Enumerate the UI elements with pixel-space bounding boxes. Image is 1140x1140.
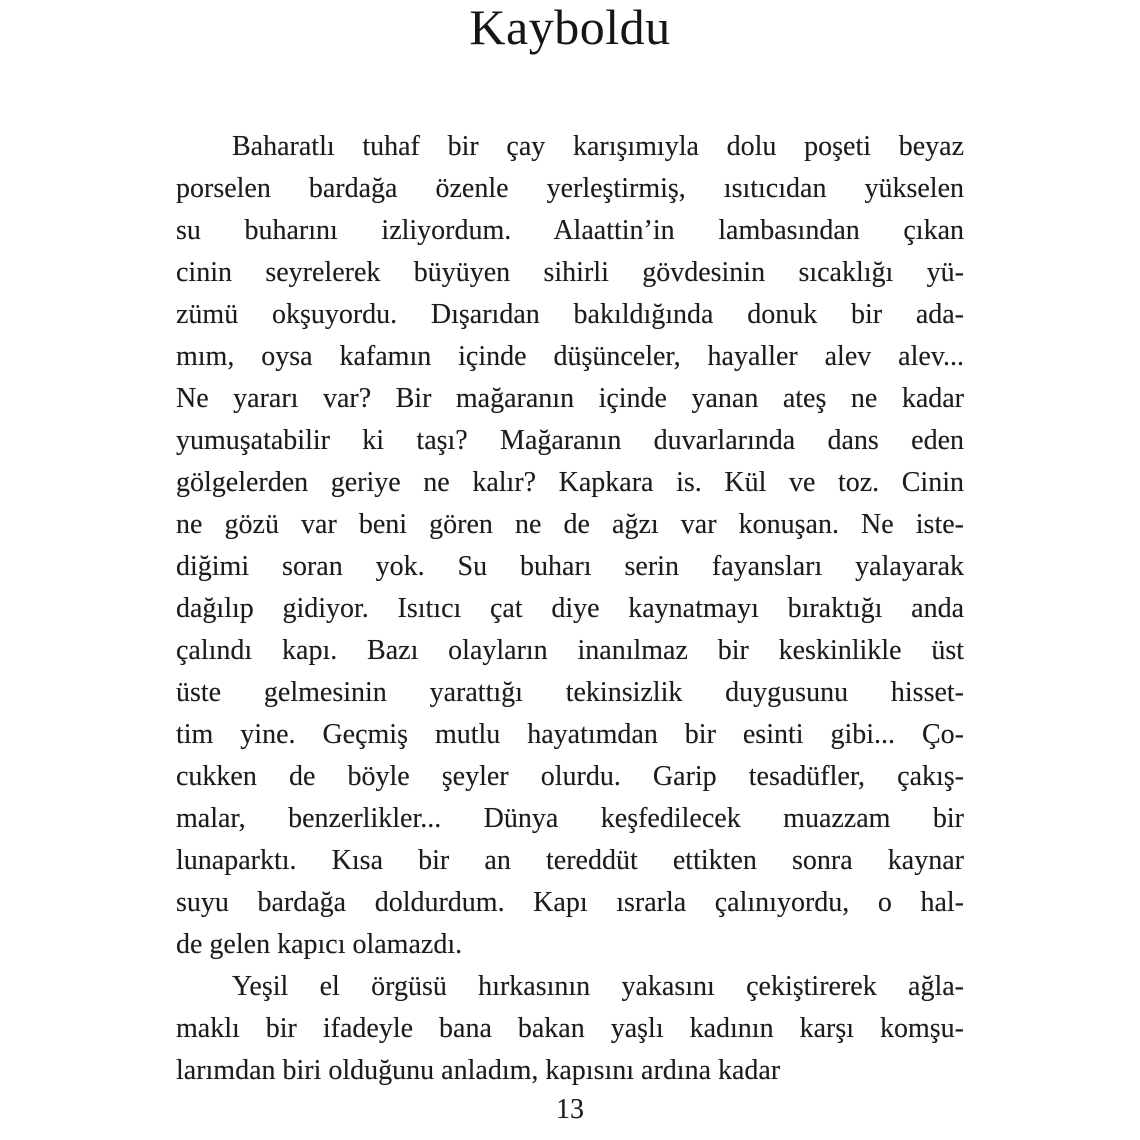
text-line: de gelen kapıcı olamazdı.: [176, 929, 463, 960]
text-block: [176, 126, 964, 1092]
text-line: malar, benzerlikler... Dünya keşfedilecek muazzam bir: [176, 803, 964, 834]
text-line: porselen bardağa özenle yerleştirmiş, ısıtıcıdan yükselen: [176, 173, 964, 204]
text-line: lunaparktı. Kısa bir an tereddüt ettikten sonra kaynar: [176, 845, 964, 876]
text-line: yumuşatabilir ki taşı? Mağaranın duvarlarında dans eden: [176, 425, 964, 456]
text-line: zümü okşuyordu. Dışarıdan bakıldığında donuk bir ada-: [176, 299, 964, 330]
text-line: Baharatlı tuhaf bir çay karışımıyla dolu poşeti beyaz: [232, 131, 964, 162]
text-line: üste gelmesinin yarattığı tekinsizlik duygusunu hisset-: [176, 677, 964, 708]
text-line: mım, oysa kafamın içinde düşünceler, hayaller alev alev...: [176, 341, 964, 372]
text-line: diğimi soran yok. Su buharı serin fayansları yalayarak: [176, 551, 964, 582]
text-line: cukken de böyle şeyler olurdu. Garip tesadüfler, çakış-: [176, 761, 964, 792]
text-line: maklı bir ifadeyle bana bakan yaşlı kadının karşı komşu-: [176, 1013, 964, 1044]
page-number: 13: [556, 1094, 584, 1125]
text-line: Yeşil el örgüsü hırkasının yakasını çekiştirerek ağla-: [232, 971, 964, 1002]
text-line: suyu bardağa doldurdum. Kapı ısrarla çalınıyordu, o hal-: [176, 887, 964, 918]
chapter-title: Kayboldu: [469, 0, 671, 55]
text-line: çalındı kapı. Bazı olayların inanılmaz bir keskinlikle üst: [176, 635, 964, 666]
text-line: cinin seyrelerek büyüyen sihirli gövdesinin sıcaklığı yü-: [176, 257, 964, 288]
text-line: gölgelerden geriye ne kalır? Kapkara is. Kül ve toz. Cinin: [176, 467, 964, 498]
text-line: ne gözü var beni gören ne de ağzı var konuşan. Ne iste-: [176, 509, 964, 540]
text-line: dağılıp gidiyor. Isıtıcı çat diye kaynatmayı bıraktığı anda: [176, 593, 964, 624]
text-line: su buharını izliyordum. Alaattin’in lambasından çıkan: [176, 215, 964, 246]
text-line: larımdan biri olduğunu anladım, kapısını ardına kadar: [176, 1055, 781, 1086]
text-line: tim yine. Geçmiş mutlu hayatımdan bir esinti gibi... Ço-: [176, 719, 964, 750]
text-line: Ne yararı var? Bir mağaranın içinde yanan ateş ne kadar: [176, 383, 964, 414]
